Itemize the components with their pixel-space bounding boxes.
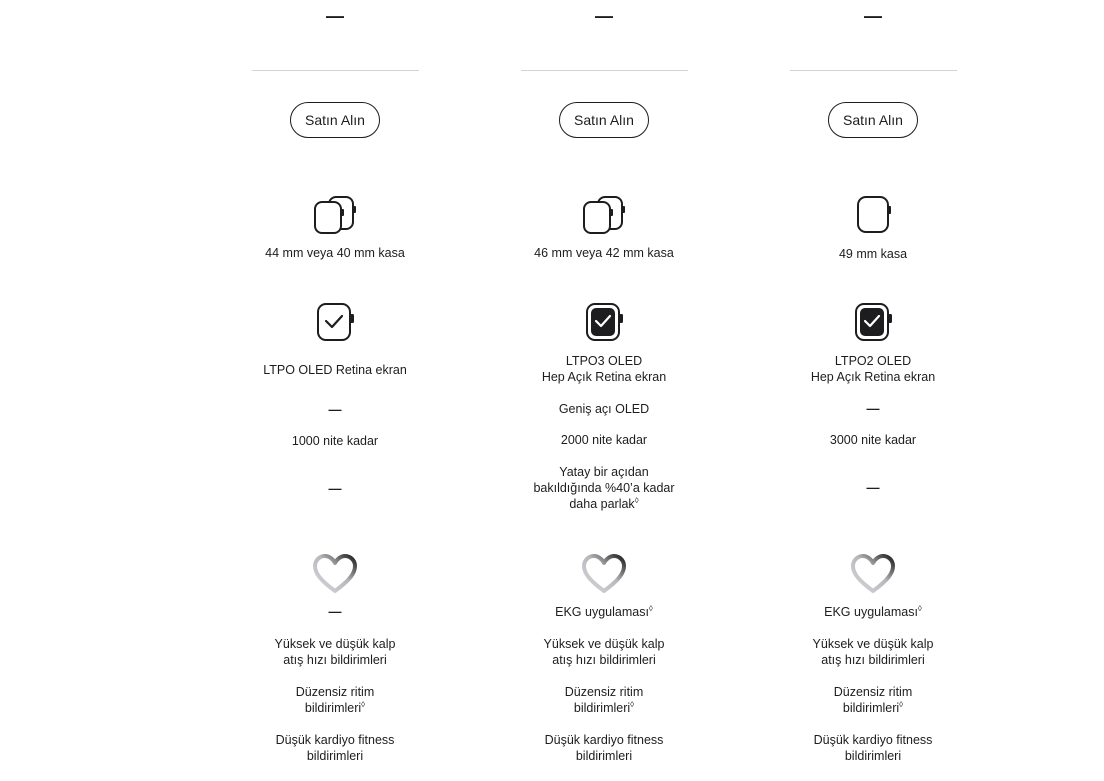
watch-display-filled-icon [852,302,894,344]
divider [252,70,419,71]
cardio-line2: bildirimleri [306,749,364,763]
buy-button[interactable]: Satın Alın [828,102,918,138]
cardio-fitness-text [763,732,983,764]
irregular-line2: bildirimleri [304,701,362,715]
irregular-rhythm-text [494,684,714,716]
display-type-line2: Hep Açık Retina ekran [810,370,936,384]
divider [521,70,688,71]
case-size-text: 44 mm veya 40 mm kasa [265,246,405,260]
ecg-label: — [328,604,342,619]
hr-alerts-text [225,636,445,668]
angle-brightness-text: — [328,481,342,496]
hr-alerts-text [763,636,983,668]
ecg-text [763,604,983,620]
hr-alerts-line1: Yüksek ve düşük kalp [812,637,934,651]
ecg-text [494,604,714,620]
divider [790,70,957,71]
heart-icon [850,553,896,595]
hr-alerts-line2: atış hızı bildirimleri [821,653,925,667]
cardio-fitness-text [225,732,445,764]
top-dash: — [326,6,344,26]
ecg-label: EKG uygulaması [824,605,918,619]
cardio-line2: bildirimleri [575,749,633,763]
case-size-text: 46 mm veya 42 mm kasa [534,246,674,260]
footnote-mark: ◊ [630,700,635,709]
display-type-text [494,353,714,385]
heart-icon [312,553,358,595]
cardio-line2: bildirimleri [844,749,902,763]
display-type-line1: LTPO OLED Retina ekran [263,363,407,377]
brightness-text: 1000 nite kadar [291,434,379,448]
display-type-text [225,362,445,378]
irregular-rhythm-text [225,684,445,716]
cardio-line1: Düşük kardiyo fitness [813,733,933,747]
brightness-text: 3000 nite kadar [829,433,917,447]
irregular-rhythm-text [763,684,983,716]
cardio-line1: Düşük kardiyo fitness [275,733,395,747]
hr-alerts-line1: Yüksek ve düşük kalp [274,637,396,651]
display-type-line1: LTPO3 OLED [565,354,643,368]
cardio-fitness-text [494,732,714,764]
display-type-line2: Hep Açık Retina ekran [541,370,667,384]
top-dash: — [864,6,882,26]
angle-brightness-line1: Yatay bir açıdan [559,465,649,479]
footnote-mark: ◊ [899,700,904,709]
hr-alerts-line2: atış hızı bildirimleri [283,653,387,667]
angle-brightness-text: — [866,480,880,495]
buy-button[interactable]: Satın Alın [559,102,649,138]
display-type-text [763,353,983,385]
top-dash: — [595,6,613,26]
cardio-line1: Düşük kardiyo fitness [544,733,664,747]
footnote-mark: ◊ [648,604,653,613]
hr-alerts-line1: Yüksek ve düşük kalp [543,637,665,651]
display-type-line1: LTPO2 OLED [834,354,912,368]
ecg-text [225,604,445,619]
buy-button[interactable]: Satın Alın [290,102,380,138]
angle-brightness-line3: daha parlak [569,497,635,511]
single-watch-case-icon [848,195,898,235]
wide-angle-text: Geniş açı OLED [558,402,650,416]
ecg-label: EKG uygulaması [555,605,649,619]
watch-display-filled-icon [583,302,625,344]
footnote-mark: ◊ [361,700,366,709]
wide-angle-text: — [866,401,880,416]
footnote-mark: ◊ [634,496,639,505]
irregular-line2: bildirimleri [573,701,631,715]
irregular-line2: bildirimleri [842,701,900,715]
irregular-line1: Düzensiz ritim [295,685,375,699]
wide-angle-text: — [328,402,342,417]
angle-brightness-text [494,464,714,512]
hr-alerts-text [494,636,714,668]
dual-watch-case-icon [310,195,360,235]
irregular-line1: Düzensiz ritim [564,685,644,699]
hr-alerts-line2: atış hızı bildirimleri [552,653,656,667]
case-size-text: 49 mm kasa [838,247,908,261]
footnote-mark: ◊ [917,604,922,613]
watch-display-outline-icon [314,302,356,344]
angle-brightness-line2: bakıldığında %40’a kadar [533,481,675,495]
brightness-text: 2000 nite kadar [560,433,648,447]
irregular-line1: Düzensiz ritim [833,685,913,699]
dual-watch-case-icon [579,195,629,235]
heart-icon [581,553,627,595]
